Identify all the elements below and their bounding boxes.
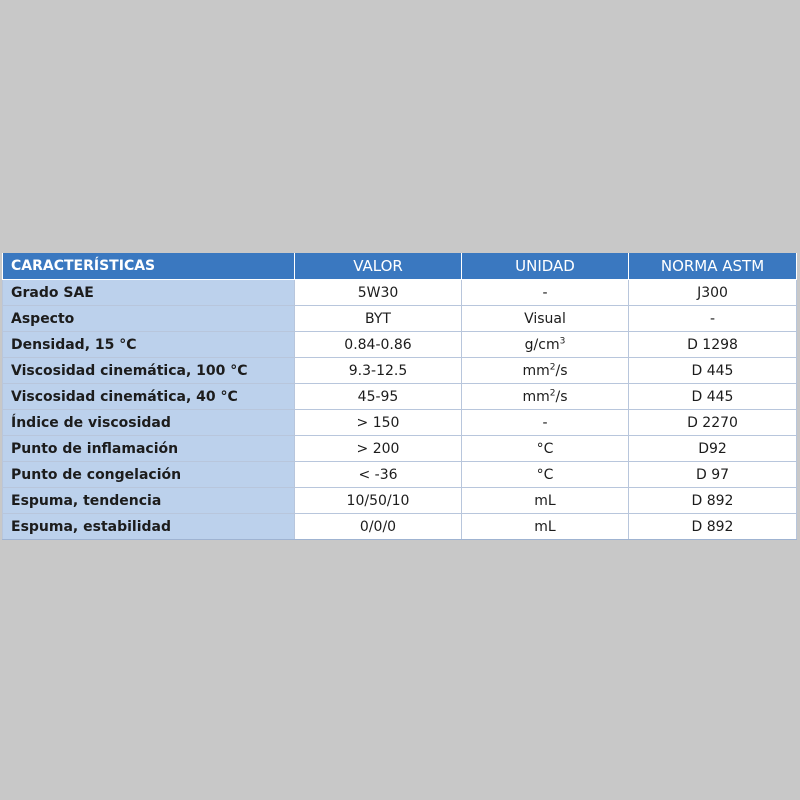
row-norma: D 2270 [629,410,797,436]
unit-base: g/cm [524,336,560,353]
row-norma: D 892 [629,488,797,514]
unit-exponent: 2 [549,387,556,398]
row-valor: 9.3-12.5 [295,358,462,384]
row-valor: 45-95 [295,384,462,410]
header-norma-astm: NORMA ASTM [629,253,797,280]
table-row [3,384,797,410]
row-norma: D 445 [629,384,797,410]
table-row [3,410,797,436]
row-norma: - [629,306,797,332]
row-norma: J300 [629,280,797,306]
table-row [3,488,797,514]
row-norma: D 445 [629,358,797,384]
row-label: Índice de viscosidad [3,410,295,436]
row-norma: D 892 [629,514,797,540]
table-row [3,514,797,540]
unit-tail: /s [555,362,568,379]
row-label: Grado SAE [3,280,295,306]
row-unidad: - [462,410,629,436]
table-row [3,280,797,306]
header-valor: VALOR [295,253,462,280]
row-unidad: Visual [462,306,629,332]
row-label: Espuma, estabilidad [3,514,295,540]
row-norma: D92 [629,436,797,462]
unit-exponent: 3 [559,335,566,346]
unit-tail: /s [555,388,568,405]
table-row [3,436,797,462]
row-label: Densidad, 15 °C [3,332,295,358]
spec-table-container [2,253,796,544]
table-row [3,358,797,384]
row-label: Viscosidad cinemática, 100 °C [3,358,295,384]
row-valor: 0.84-0.86 [295,332,462,358]
unit-base: mm [522,362,550,379]
row-valor: 10/50/10 [295,488,462,514]
row-valor: 0/0/0 [295,514,462,540]
table-row [3,332,797,358]
row-valor: BYT [295,306,462,332]
row-unidad [462,358,629,384]
row-unidad: °C [462,436,629,462]
row-label: Punto de inflamación [3,436,295,462]
row-unidad: - [462,280,629,306]
row-valor: 5W30 [295,280,462,306]
row-valor: < -36 [295,462,462,488]
header-caracteristicas: CARACTERÍSTICAS [3,253,295,280]
table-row [3,306,797,332]
row-label: Aspecto [3,306,295,332]
row-unidad [462,332,629,358]
row-valor: > 150 [295,410,462,436]
spec-table [2,253,797,540]
row-norma: D 97 [629,462,797,488]
row-label: Punto de congelación [3,462,295,488]
row-unidad: °C [462,462,629,488]
row-unidad [462,384,629,410]
row-label: Espuma, tendencia [3,488,295,514]
row-label: Viscosidad cinemática, 40 °C [3,384,295,410]
unit-exponent: 2 [549,361,556,372]
row-norma: D 1298 [629,332,797,358]
header-row [3,253,797,280]
row-valor: > 200 [295,436,462,462]
unit-base: mm [522,388,550,405]
header-unidad: UNIDAD [462,253,629,280]
row-unidad: mL [462,514,629,540]
table-row [3,462,797,488]
row-unidad: mL [462,488,629,514]
